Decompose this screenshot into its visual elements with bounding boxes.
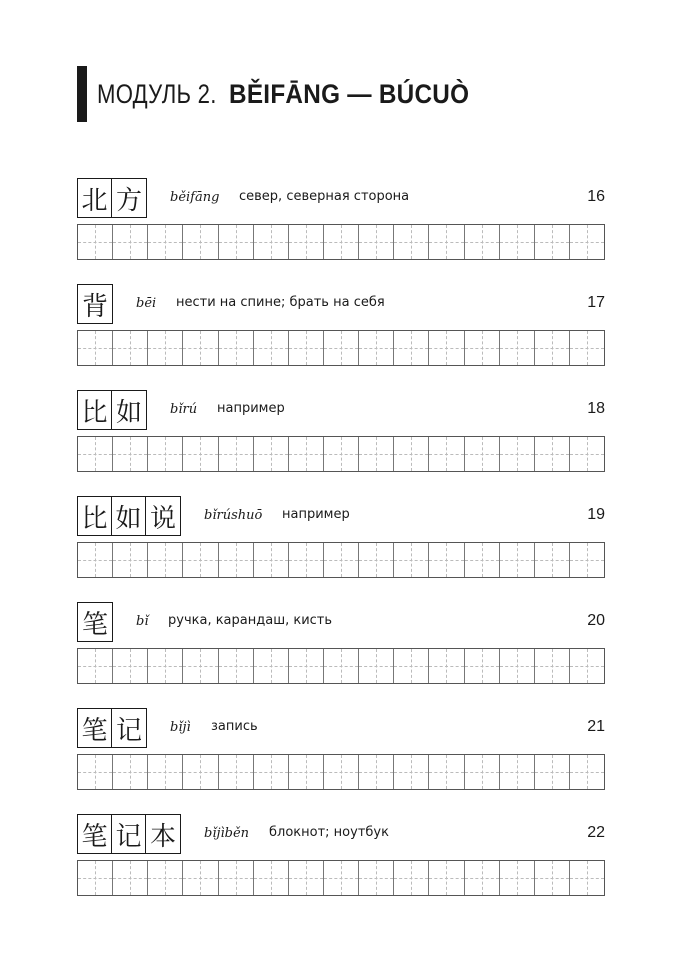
practice-cell[interactable]	[359, 755, 394, 789]
practice-cell[interactable]	[148, 755, 183, 789]
entry-number: 21	[587, 718, 605, 735]
practice-cell[interactable]	[570, 649, 604, 683]
vocab-entry	[77, 602, 605, 644]
practice-cell[interactable]	[394, 437, 429, 471]
hanzi-character: 笔	[78, 815, 112, 853]
vocab-entry	[77, 284, 605, 326]
practice-cell[interactable]	[359, 649, 394, 683]
header-accent-bar	[77, 66, 87, 122]
practice-cell[interactable]	[78, 437, 113, 471]
entry-number: 16	[587, 188, 605, 205]
practice-cell[interactable]	[429, 755, 464, 789]
practice-cell[interactable]	[465, 225, 500, 259]
practice-cell[interactable]	[324, 437, 359, 471]
practice-cell[interactable]	[465, 437, 500, 471]
practice-grid[interactable]	[77, 436, 605, 472]
practice-cell[interactable]	[500, 331, 535, 365]
practice-cell[interactable]	[254, 331, 289, 365]
vocab-entry	[77, 496, 605, 538]
entry-header	[77, 178, 605, 220]
hanzi-character: 本	[149, 821, 176, 852]
practice-cell[interactable]	[359, 543, 394, 577]
practice-cell[interactable]	[219, 543, 254, 577]
hanzi-box	[77, 390, 147, 430]
pinyin: bǐjì	[170, 720, 191, 735]
practice-cell[interactable]	[324, 649, 359, 683]
practice-cell[interactable]	[535, 543, 570, 577]
practice-cell[interactable]	[394, 861, 429, 895]
hanzi-character: 背	[81, 291, 108, 322]
practice-cell[interactable]	[78, 543, 113, 577]
pinyin: bǐ	[136, 614, 149, 629]
practice-cell[interactable]	[289, 755, 324, 789]
practice-cell[interactable]	[429, 861, 464, 895]
entry-number: 18	[587, 400, 605, 417]
practice-cell[interactable]	[535, 861, 570, 895]
hanzi-box	[77, 814, 181, 854]
practice-grid[interactable]	[77, 754, 605, 790]
translation: ручка, карандаш, кисть	[168, 613, 333, 628]
hanzi-character: 记	[115, 715, 142, 746]
practice-cell[interactable]	[148, 437, 183, 471]
translation: нести на спине; брать на себя	[176, 295, 385, 310]
entry-number: 20	[587, 612, 605, 629]
module-label: МОДУЛЬ 2.	[97, 78, 217, 109]
practice-cell[interactable]	[429, 649, 464, 683]
practice-cell[interactable]	[219, 861, 254, 895]
hanzi-box	[77, 496, 181, 536]
practice-cell[interactable]	[78, 331, 113, 365]
practice-cell[interactable]	[78, 225, 113, 259]
practice-cell[interactable]	[148, 225, 183, 259]
vocab-entry	[77, 814, 605, 856]
entry-number: 19	[587, 506, 605, 523]
practice-cell[interactable]	[113, 861, 148, 895]
entry-number: 17	[587, 294, 605, 311]
practice-cell[interactable]	[324, 755, 359, 789]
entry-header	[77, 708, 605, 750]
practice-cell[interactable]	[183, 437, 218, 471]
hanzi-character: 笔	[81, 609, 108, 640]
practice-cell[interactable]	[500, 225, 535, 259]
practice-cell[interactable]	[78, 649, 113, 683]
practice-cell[interactable]	[219, 649, 254, 683]
practice-grid[interactable]	[77, 860, 605, 896]
practice-cell[interactable]	[394, 543, 429, 577]
practice-cell[interactable]	[148, 543, 183, 577]
practice-cell[interactable]	[359, 225, 394, 259]
practice-cell[interactable]	[465, 861, 500, 895]
practice-cell[interactable]	[535, 331, 570, 365]
hanzi-character: 如	[115, 397, 142, 428]
practice-cell[interactable]	[183, 543, 218, 577]
practice-grid[interactable]	[77, 542, 605, 578]
entry-header	[77, 814, 605, 856]
translation: например	[282, 507, 350, 522]
practice-cell[interactable]	[359, 861, 394, 895]
hanzi-character: 北	[78, 179, 112, 217]
practice-cell[interactable]	[113, 755, 148, 789]
practice-cell[interactable]	[254, 861, 289, 895]
vocab-entry	[77, 708, 605, 750]
practice-cell[interactable]	[359, 437, 394, 471]
practice-cell[interactable]	[429, 225, 464, 259]
hanzi-character: 说	[149, 503, 176, 534]
practice-cell[interactable]	[78, 861, 113, 895]
practice-cell[interactable]	[394, 225, 429, 259]
hanzi-character: 方	[115, 185, 142, 216]
module-word-range: BĚIFĀNG — BÚCUÒ	[228, 78, 470, 109]
practice-cell[interactable]	[113, 225, 148, 259]
practice-cell[interactable]	[183, 225, 218, 259]
entry-header	[77, 602, 605, 644]
practice-cell[interactable]	[570, 755, 604, 789]
pinyin: běifāng	[170, 190, 220, 205]
practice-cell[interactable]	[465, 649, 500, 683]
practice-cell[interactable]	[254, 755, 289, 789]
module-title	[97, 79, 496, 110]
practice-cell[interactable]	[219, 437, 254, 471]
pinyin: bēi	[136, 296, 157, 311]
practice-cell[interactable]	[254, 543, 289, 577]
practice-cell[interactable]	[429, 331, 464, 365]
pinyin: bǐrú	[170, 402, 198, 417]
practice-cell[interactable]	[289, 225, 324, 259]
practice-cell[interactable]	[570, 543, 604, 577]
practice-cell[interactable]	[465, 755, 500, 789]
practice-cell[interactable]	[219, 331, 254, 365]
practice-cell[interactable]	[289, 437, 324, 471]
practice-cell[interactable]	[183, 649, 218, 683]
practice-cell[interactable]	[359, 331, 394, 365]
entry-header	[77, 390, 605, 432]
practice-cell[interactable]	[113, 437, 148, 471]
practice-cell[interactable]	[570, 437, 604, 471]
practice-cell[interactable]	[394, 331, 429, 365]
hanzi-box	[77, 708, 147, 748]
practice-cell[interactable]	[465, 331, 500, 365]
practice-cell[interactable]	[500, 437, 535, 471]
translation: запись	[211, 719, 258, 734]
practice-cell[interactable]	[183, 755, 218, 789]
practice-cell[interactable]	[394, 755, 429, 789]
hanzi-character: 比	[78, 391, 112, 429]
practice-cell[interactable]	[289, 543, 324, 577]
practice-cell[interactable]	[324, 225, 359, 259]
practice-cell[interactable]	[500, 861, 535, 895]
practice-cell[interactable]	[254, 437, 289, 471]
translation: север, северная сторона	[239, 189, 410, 204]
translation: например	[217, 401, 285, 416]
pinyin: bǐrúshuō	[204, 508, 263, 523]
module-header	[77, 66, 496, 122]
practice-cell[interactable]	[254, 225, 289, 259]
practice-cell[interactable]	[324, 861, 359, 895]
practice-cell[interactable]	[289, 331, 324, 365]
practice-cell[interactable]	[429, 543, 464, 577]
hanzi-character: 如	[112, 497, 146, 535]
practice-cell[interactable]	[500, 543, 535, 577]
practice-cell[interactable]	[289, 649, 324, 683]
practice-cell[interactable]	[289, 861, 324, 895]
practice-cell[interactable]	[535, 225, 570, 259]
hanzi-box	[77, 284, 113, 324]
vocab-entry	[77, 390, 605, 432]
vocab-entry	[77, 178, 605, 220]
practice-cell[interactable]	[148, 861, 183, 895]
practice-grid[interactable]	[77, 330, 605, 366]
practice-cell[interactable]	[148, 331, 183, 365]
hanzi-character: 笔	[78, 709, 112, 747]
practice-cell[interactable]	[500, 755, 535, 789]
practice-grid[interactable]	[77, 224, 605, 260]
practice-cell[interactable]	[570, 861, 604, 895]
practice-cell[interactable]	[219, 225, 254, 259]
practice-cell[interactable]	[535, 649, 570, 683]
practice-cell[interactable]	[429, 437, 464, 471]
translation: блокнот; ноутбук	[269, 825, 389, 840]
practice-cell[interactable]	[324, 543, 359, 577]
practice-cell[interactable]	[570, 331, 604, 365]
practice-cell[interactable]	[465, 543, 500, 577]
entry-header	[77, 496, 605, 538]
practice-cell[interactable]	[113, 649, 148, 683]
hanzi-character: 记	[112, 815, 146, 853]
practice-cell[interactable]	[324, 331, 359, 365]
hanzi-box	[77, 602, 113, 642]
practice-cell[interactable]	[183, 331, 218, 365]
practice-cell[interactable]	[394, 649, 429, 683]
practice-cell[interactable]	[535, 437, 570, 471]
practice-cell[interactable]	[148, 649, 183, 683]
practice-grid[interactable]	[77, 648, 605, 684]
practice-cell[interactable]	[113, 331, 148, 365]
hanzi-box	[77, 178, 147, 218]
practice-cell[interactable]	[113, 543, 148, 577]
hanzi-character: 比	[78, 497, 112, 535]
practice-cell[interactable]	[570, 225, 604, 259]
practice-cell[interactable]	[183, 861, 218, 895]
practice-cell[interactable]	[254, 649, 289, 683]
practice-cell[interactable]	[500, 649, 535, 683]
entry-number: 22	[587, 824, 605, 841]
practice-cell[interactable]	[78, 755, 113, 789]
pinyin: bǐjìběn	[204, 826, 250, 841]
entry-header	[77, 284, 605, 326]
practice-cell[interactable]	[219, 755, 254, 789]
practice-cell[interactable]	[535, 755, 570, 789]
